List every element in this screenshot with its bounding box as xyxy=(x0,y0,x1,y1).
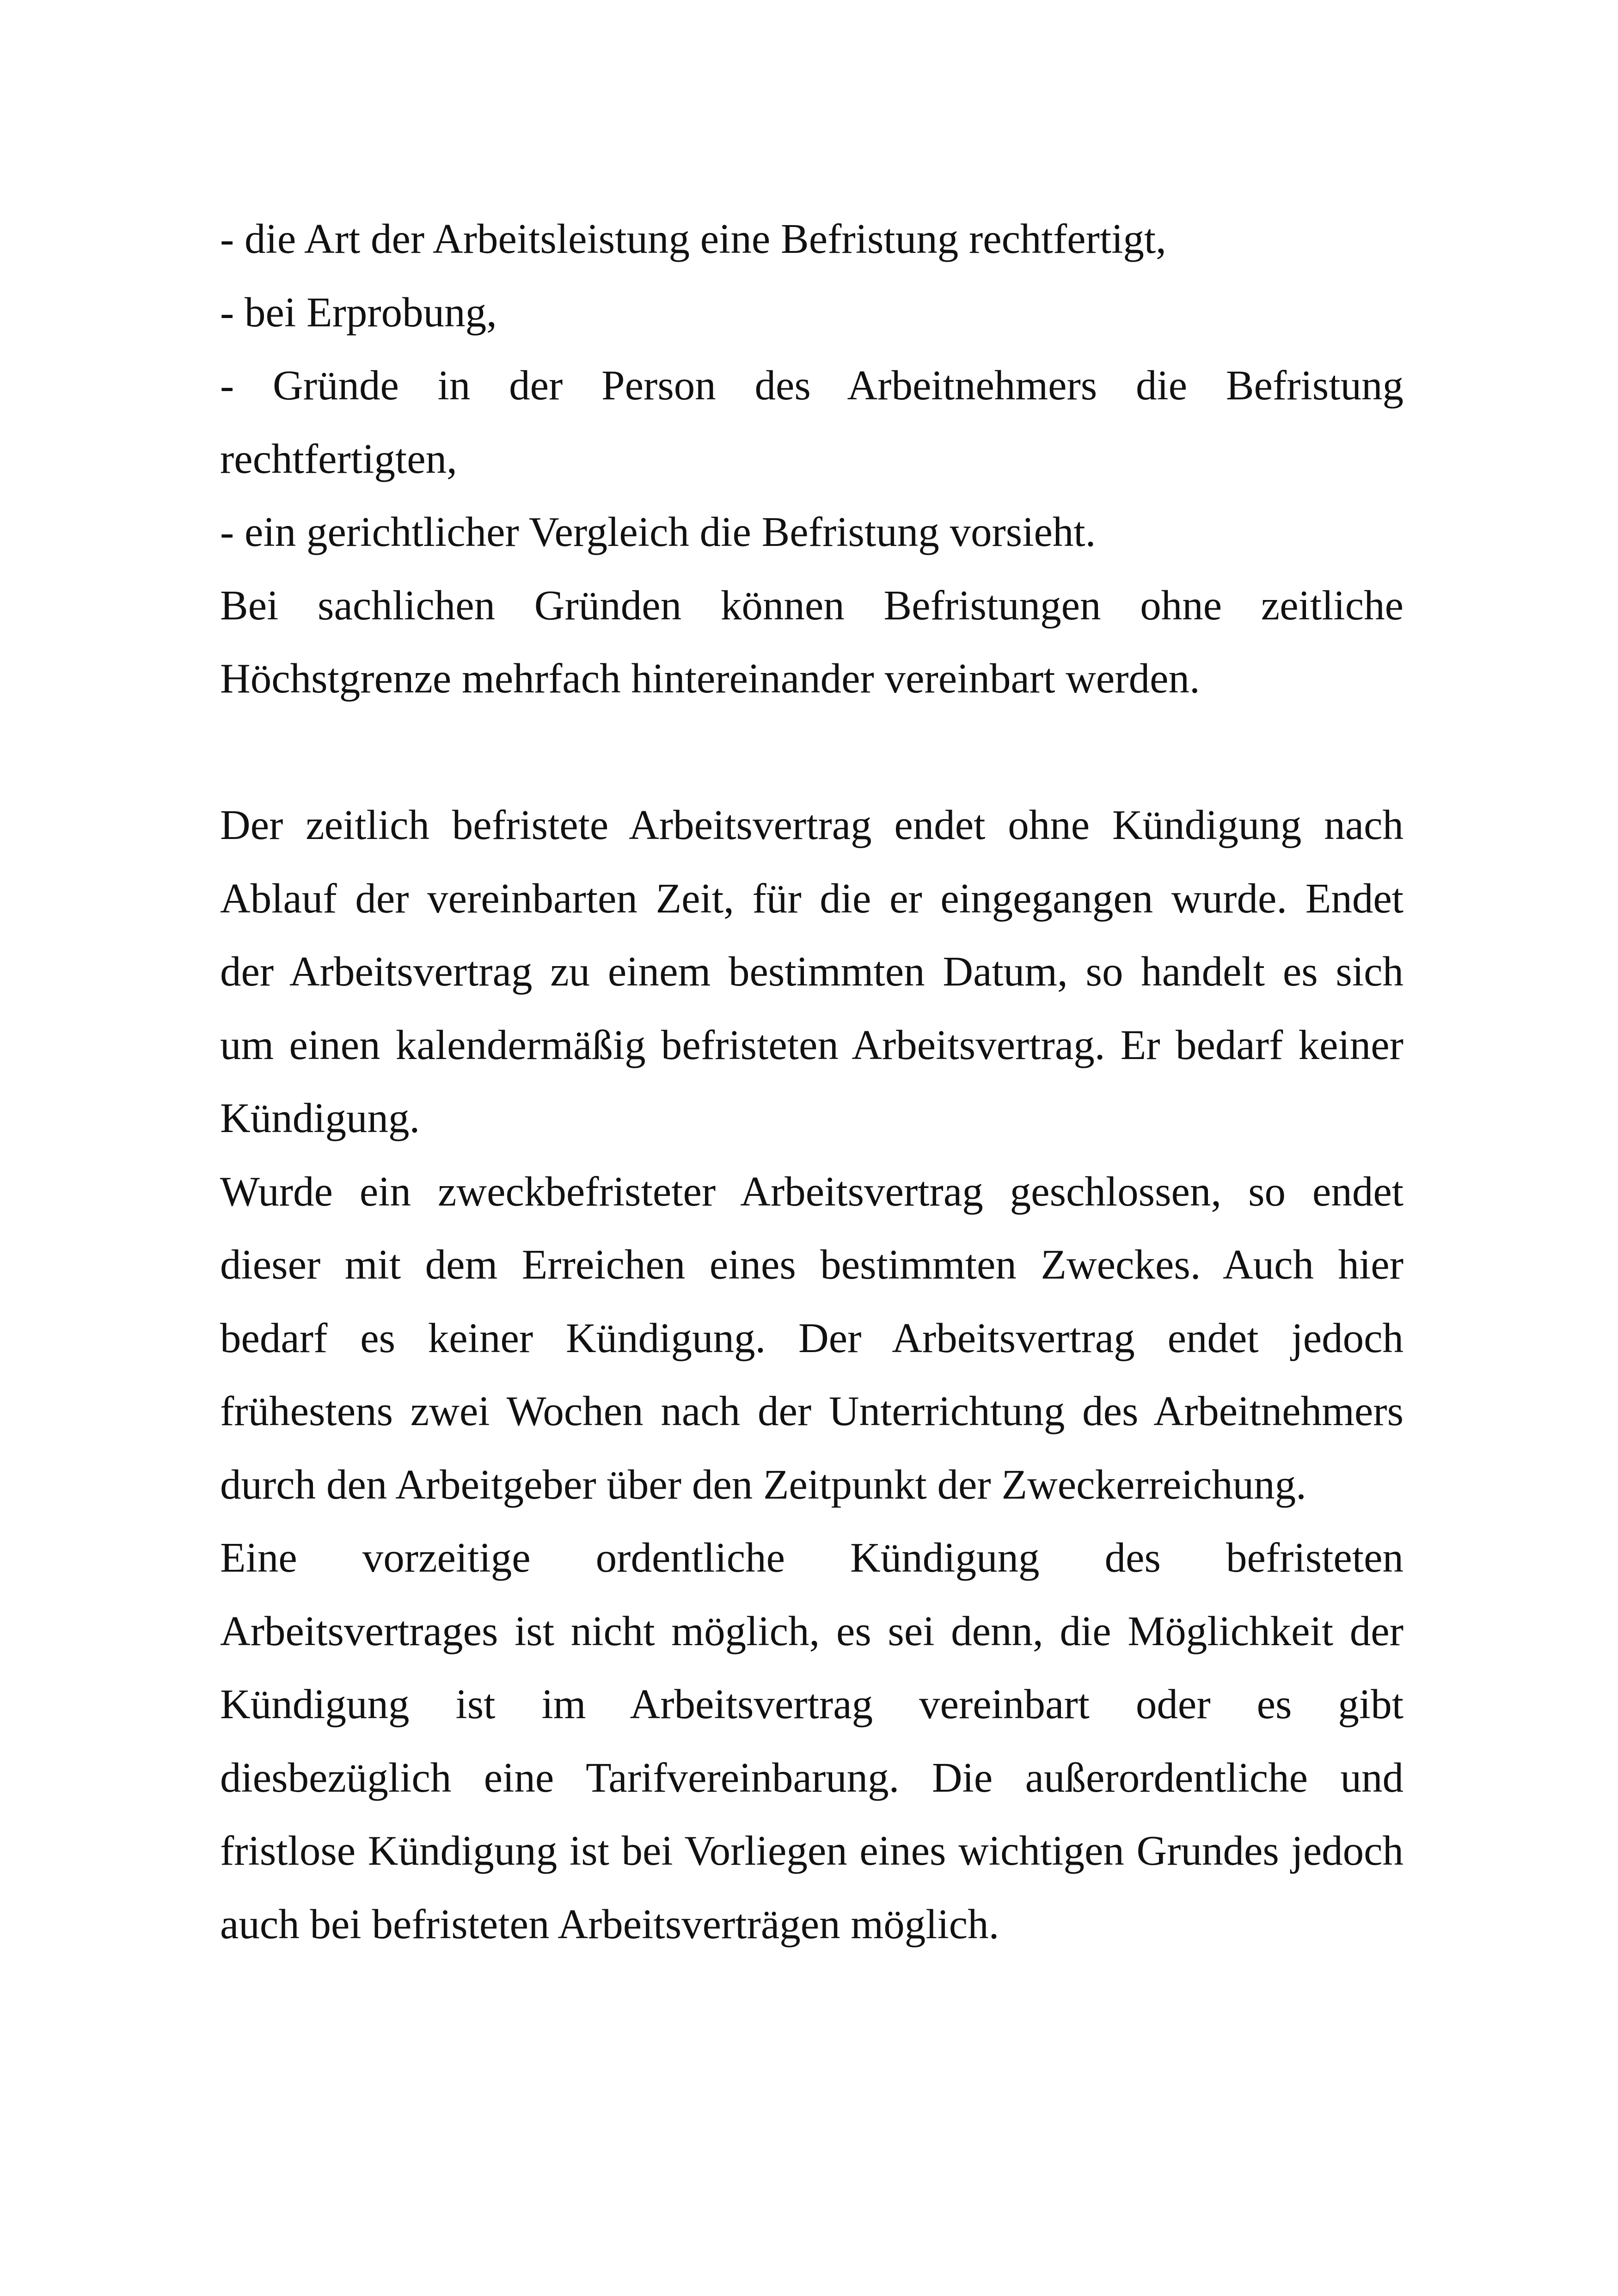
text-line: auch bei befristeten Arbeitsverträgen möglich. xyxy=(220,1900,999,1947)
text-line: diesbezüglich eine Tarifvereinbarung. Die außerordentliche und xyxy=(220,1754,1403,1801)
text-line: - Gründe in der Person des Arbeitnehmers die Befristung xyxy=(220,362,1403,409)
text-line: - die Art der Arbeitsleistung eine Befristung rechtfertigt, xyxy=(220,215,1166,262)
document-body xyxy=(220,202,1403,1961)
text-line: Eine vorzeitige ordentliche Kündigung des befristeten xyxy=(220,1534,1403,1581)
text-line: Kündigung ist im Arbeitsvertrag vereinbart oder es gibt xyxy=(220,1681,1403,1727)
text-line: bedarf es keiner Kündigung. Der Arbeitsvertrag endet jedoch xyxy=(220,1314,1403,1361)
text-line: Wurde ein zweckbefristeter Arbeitsvertrag geschlossen, so endet xyxy=(220,1168,1403,1215)
text-line: - ein gerichtlicher Vergleich die Befristung vorsieht. xyxy=(220,508,1096,555)
text-line: durch den Arbeitgeber über den Zeitpunkt der Zweckerreichung. xyxy=(220,1461,1306,1508)
text-line: Der zeitlich befristete Arbeitsvertrag endet ohne Kündigung nach xyxy=(220,802,1403,848)
text-line: Höchstgrenze mehrfach hintereinander vereinbart werden. xyxy=(220,655,1200,702)
paragraph-gap xyxy=(220,716,1403,789)
text-line: der Arbeitsvertrag zu einem bestimmten Datum, so handelt es sich xyxy=(220,948,1403,995)
text-line: Bei sachlichen Gründen können Befristungen ohne zeitliche xyxy=(220,582,1403,629)
text-line: Kündigung. xyxy=(220,1095,420,1141)
text-line: - bei Erprobung, xyxy=(220,288,497,336)
text-line: Arbeitsvertrages ist nicht möglich, es sei denn, die Möglichkeit der xyxy=(220,1607,1403,1654)
text-line: fristlose Kündigung ist bei Vorliegen eines wichtigen Grundes jedoch xyxy=(220,1827,1403,1874)
text-line: Ablauf der vereinbarten Zeit, für die er eingegangen wurde. Endet xyxy=(220,875,1403,922)
text-line: um einen kalendermäßig befristeten Arbeitsvertrag. Er bedarf keiner xyxy=(220,1021,1403,1068)
text-line: rechtfertigten, xyxy=(220,435,457,482)
text-line: frühestens zwei Wochen nach der Unterrichtung des Arbeitnehmers xyxy=(220,1388,1403,1434)
text-line: dieser mit dem Erreichen eines bestimmten Zweckes. Auch hier xyxy=(220,1241,1403,1288)
